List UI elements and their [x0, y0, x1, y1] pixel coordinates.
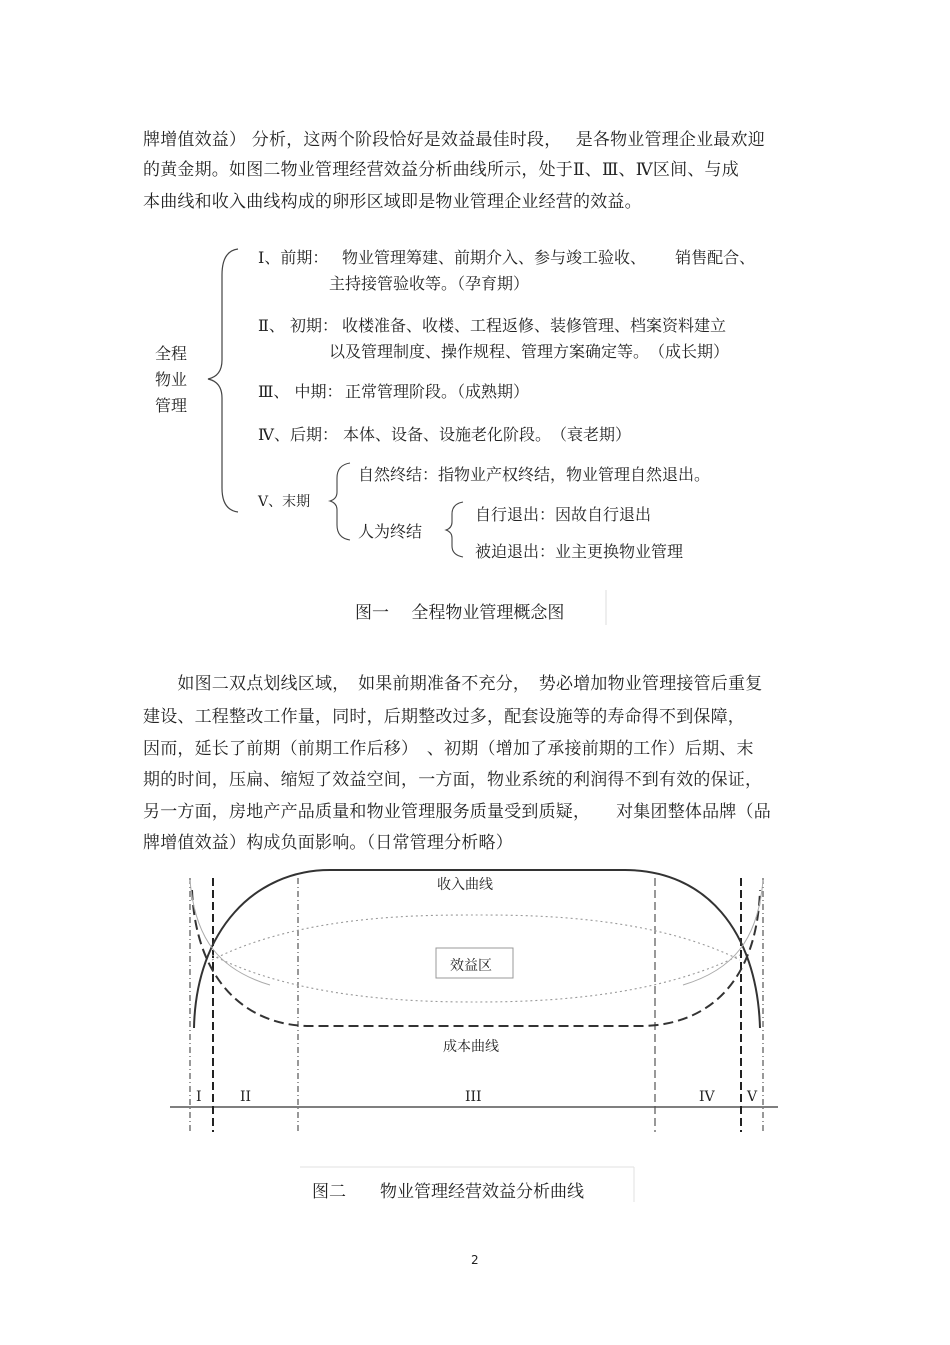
- stage4-label: Ⅳ、后期：: [258, 425, 338, 444]
- stage1-label: Ⅰ、前期：: [258, 248, 329, 267]
- stage1-line1: 物业管理筹建、前期介入、参与竣工验收、 销售配合、: [342, 248, 756, 267]
- income-curve-label: 收入曲线: [437, 877, 493, 893]
- para1-line-3: 本曲线和收入曲线构成的卵形区域即是物业管理企业经营的效益。: [143, 192, 642, 212]
- page-number: 2: [471, 1253, 479, 1267]
- self-exit-text: 自行退出：因故自行退出: [475, 505, 652, 524]
- zone-label-3: III: [465, 1089, 482, 1105]
- cost-curve-label: 成本曲线: [443, 1039, 499, 1055]
- zone-label-2: II: [240, 1089, 252, 1105]
- stage3-label: Ⅲ、 中期：: [258, 382, 343, 401]
- figure1-caption: 图一 全程物业管理概念图: [355, 603, 565, 623]
- thin-curve-left: [190, 880, 270, 985]
- para2-line-3: 因而，延长了前期（前期工作后移） 、初期（增加了承接前期的工作）后期、末: [143, 739, 754, 759]
- para2-line-1: 如图二双点划线区域， 如果前期准备不充分， 势必增加物业管理接管后重复: [143, 674, 763, 694]
- zone-label-5: V: [747, 1089, 758, 1105]
- stage2-line1: 收楼准备、收楼、工程返修、装修管理、档案资料建立: [342, 316, 727, 335]
- para2-line-6: 牌增值效益）构成负面影响。（日常管理分析略）: [143, 833, 513, 853]
- profit-zone-label: 效益区: [450, 958, 492, 974]
- para1-line-1: 牌增值效益） 分析，这两个阶段恰好是效益最佳时段， 是各物业管理企业最欢迎: [143, 130, 765, 150]
- para2-line-2: 建设、工程整改工作量，同时，后期整改过多，配套设施等的寿命得不到保障，: [143, 707, 745, 727]
- stage5-label: Ⅴ、末期: [258, 494, 311, 510]
- stage2-line2: 以及管理制度、操作规程、管理方案确定等。 （成长期）: [329, 342, 730, 361]
- stage1-line2: 主持接管验收等。（孕育期）: [329, 274, 530, 293]
- human-end-label: 人为终结: [358, 522, 423, 541]
- zone-label-4: IV: [699, 1089, 715, 1105]
- root-label-1: 全程: [155, 344, 188, 363]
- stage3-text: 正常管理阶段。（成熟期）: [345, 382, 530, 401]
- zone-label-1: I: [196, 1089, 202, 1105]
- para2-line-4: 期的时间，压扁、缩短了效益空间，一方面，物业系统的利润得不到有效的保证，: [143, 770, 763, 790]
- natural-end-text: 自然终结：指物业产权终结，物业管理自然退出。: [358, 465, 711, 484]
- root-label-3: 管理: [155, 396, 188, 415]
- stage4-text: 本体、设备、设施老化阶段。 （衰老期）: [343, 425, 632, 444]
- forced-exit-text: 被迫退出：业主更换物业管理: [475, 542, 684, 561]
- root-label-2: 物业: [155, 370, 188, 389]
- stage2-label: Ⅱ、 初期：: [258, 316, 338, 335]
- para2-line-5: 另一方面，房地产产品质量和物业管理服务质量受到质疑， 对集团整体品牌（品: [143, 802, 771, 822]
- figure2-caption: 图二 物业管理经营效益分析曲线: [312, 1182, 584, 1202]
- para1-line-2: 的黄金期。如图二物业管理经营效益分析曲线所示，处于Ⅱ、Ⅲ、Ⅳ区间、与成: [143, 160, 739, 180]
